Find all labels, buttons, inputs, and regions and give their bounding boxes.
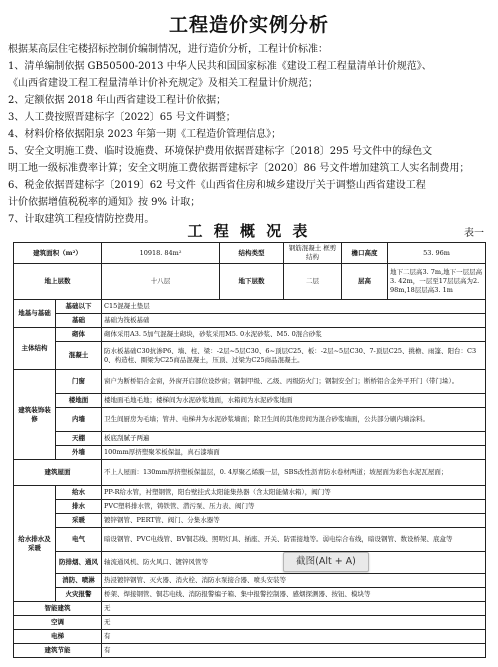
basis-item-1: 1、清单编制依据 GB50500-2013 中华人民共和国国家标准《建设工程工程量清单计价规范》、 bbox=[8, 61, 432, 72]
deco-val-4: 板底刮腻子两遍 bbox=[102, 432, 486, 446]
mep-group: 给水排水及采暖 bbox=[14, 486, 56, 602]
table-row bbox=[14, 460, 486, 486]
main-val-1: 砌体采用A3. 5加气混凝土砌块，砂浆采用M5. 0水泥砂浆、M5. 0混合砂浆 bbox=[102, 328, 486, 342]
table-row bbox=[14, 408, 486, 432]
area-label: 建筑面积（m²） bbox=[14, 243, 102, 264]
table-row bbox=[14, 616, 486, 630]
mep-val-7: 桥架、焊接钢管、铜芯电线、消防报警编子箱、集中报警控制器、感烟探测器、按钮、模块等 bbox=[102, 588, 486, 602]
table-row bbox=[14, 486, 486, 500]
mep-val-6: 热浸镀锌钢管、灭火器、消火栓、消防水泵接合器、喷头安装等 bbox=[102, 574, 486, 588]
ac-value: 无 bbox=[102, 616, 486, 630]
deco-val-5: 100mm厚挤塑聚苯板保温，真石漆墙面 bbox=[102, 446, 486, 460]
mep-sub-6: 消防、喷淋 bbox=[56, 574, 102, 588]
basis-item-5-cont: 明工地一级标准费率计算；安全文明施工费依据晋建标字〔2020〕86 号文件增加建筑工人实名制费用； bbox=[8, 163, 470, 174]
deco-sub-1: 门窗 bbox=[56, 370, 102, 394]
table-row bbox=[14, 514, 486, 528]
mep-sub-3: 采暖 bbox=[56, 514, 102, 528]
mep-sub-4: 电气 bbox=[56, 528, 102, 552]
struct-value: 钢筋混凝土 框剪结构 bbox=[284, 243, 342, 264]
main-val-2: 防水板基础C30抗渗P6、墙、柱、梁：-2层~5层C30、6~顶层C25、板：-2层~5层C30、7-顶层C25、挑檐、雨篷、阳台：C30、构造柱、圈梁为C25商品混凝土，压顶、过梁为C25商品混凝土。 bbox=[102, 342, 486, 370]
found-val-1: C15混凝土垫层 bbox=[102, 300, 486, 314]
main-group: 主体结构 bbox=[14, 328, 56, 370]
table-number: 表一 bbox=[464, 228, 484, 239]
basis-item-2: 2、定额依据 2018 年山西省建设工程计价依据； bbox=[8, 95, 227, 106]
height-label: 层高 bbox=[342, 264, 388, 300]
roof-value: 不上人屋面：130mm厚挤塑板保温层，0. 4厚聚乙烯膜一层，SBS改性沥青防水卷材两道；坡屋面为彩色水泥瓦屋面； bbox=[102, 460, 486, 486]
elevator-label: 电梯 bbox=[14, 630, 102, 644]
basis-item-1-cont: 《山西省建设工程工程量清单计价补充规定》及相关工程量计价规范； bbox=[8, 78, 318, 89]
table-row bbox=[14, 328, 486, 342]
deco-sub-3: 内墙 bbox=[56, 408, 102, 432]
deco-sub-5: 外墙 bbox=[56, 446, 102, 460]
table-row bbox=[14, 552, 486, 574]
eave-label: 檐口高度 bbox=[342, 243, 388, 264]
area-value: 10918. 84m² bbox=[102, 243, 220, 264]
energy-value: 有 bbox=[102, 644, 486, 658]
foundation-group: 地基与基础 bbox=[14, 300, 56, 328]
mep-sub-1: 给水 bbox=[56, 486, 102, 500]
table-row bbox=[14, 432, 486, 446]
table-row bbox=[14, 528, 486, 552]
found-sub-2: 基础 bbox=[56, 314, 102, 328]
table-row bbox=[14, 314, 486, 328]
mep-val-2: PVC塑料排水管，铸铁管、潜污泵、压力表、阀门等 bbox=[102, 500, 486, 514]
intro-paragraph: 根据某高层住宅楼招标控制价编制情况，进行造价分析，工程计价标准： bbox=[8, 44, 328, 55]
deco-val-1: 窗户为断桥铝合金窗，外窗开启部位设纱窗；钢制甲级、乙级、丙级防火门；钢制安全门；断桥铝合金外平开门（带门垛）。 bbox=[102, 370, 486, 394]
deco-group: 建筑装饰装修 bbox=[14, 370, 56, 460]
page-title: 工程造价实例分析 bbox=[168, 14, 329, 36]
table-row bbox=[14, 394, 486, 408]
mep-val-5: 轴流通风机、防火风口、镀锌风管等 bbox=[102, 552, 486, 574]
basis-item-6: 6、税金依据晋建标字〔2019〕62 号文件《山西省住房和城乡建设厅关于调整山西省建设工程 bbox=[8, 180, 426, 191]
mep-sub-7: 火灾报警 bbox=[56, 588, 102, 602]
smart-value: 无 bbox=[102, 602, 486, 616]
table-row bbox=[14, 644, 486, 658]
table-row bbox=[14, 630, 486, 644]
main-sub-2: 混凝土 bbox=[56, 342, 102, 370]
floors-label: 地上层数 bbox=[14, 264, 102, 300]
basis-item-5: 5、安全文明施工费、临时设施费、环境保护费用依据晋建标字〔2018〕295 号文件中的绿色文 bbox=[8, 146, 433, 157]
table-row bbox=[14, 588, 486, 602]
mep-sub-5: 防排烟、通风 bbox=[56, 552, 102, 574]
under-value: 二层 bbox=[284, 264, 342, 300]
basis-item-7: 7、计取建筑工程疫情防控费用。 bbox=[8, 214, 155, 225]
mep-val-3: 镀锌钢管、PERT管、阀门、分集水器等 bbox=[102, 514, 486, 528]
smart-label: 智能建筑 bbox=[14, 602, 102, 616]
energy-label: 建筑节能 bbox=[14, 644, 102, 658]
mep-val-4: 暗设钢管、PVC电线管、BV铜芯线、照明灯具、插座、开关、防雷接地等。弱电综合布线，暗设钢管、数设桥架、底盒等 bbox=[102, 528, 486, 552]
deco-sub-2: 楼地面 bbox=[56, 394, 102, 408]
found-sub-1: 基础以下 bbox=[56, 300, 102, 314]
table-row bbox=[14, 300, 486, 314]
found-val-2: 基础为筏板基础 bbox=[102, 314, 486, 328]
deco-val-2: 楼地面毛地毛地；楼梯间为水泥砂浆地面，水箱间为水泥砂浆地面 bbox=[102, 394, 486, 408]
table-row bbox=[14, 602, 486, 616]
basis-item-3: 3、人工费按照晋建标字〔2022〕65 号文件调整； bbox=[8, 112, 236, 123]
overview-table bbox=[13, 242, 486, 658]
table-row bbox=[14, 446, 486, 460]
struct-label: 结构类型 bbox=[220, 243, 284, 264]
table-row bbox=[14, 264, 486, 300]
under-label: 地下层数 bbox=[220, 264, 284, 300]
ac-label: 空调 bbox=[14, 616, 102, 630]
mep-sub-2: 排水 bbox=[56, 500, 102, 514]
screenshot-tooltip: 截图(Alt + A) bbox=[283, 552, 369, 572]
mep-val-1: PP-R给水管，衬塑钢管，阳台壁挂式太阳能集热器（含太阳能储水箱），阀门等 bbox=[102, 486, 486, 500]
table-row bbox=[14, 500, 486, 514]
deco-val-3: 卫生间厨房为毛墙；管井、电梯井为水泥砂浆墙面；除卫生间的其他房间为混合砂浆墙面，公共部分刷内墙涂料。 bbox=[102, 408, 486, 432]
table-row bbox=[14, 574, 486, 588]
main-sub-1: 砌体 bbox=[56, 328, 102, 342]
deco-sub-4: 天棚 bbox=[56, 432, 102, 446]
table-row bbox=[14, 243, 486, 264]
elevator-value: 有 bbox=[102, 630, 486, 644]
height-value: 地下二层高3. 7m,地下一层层高3. 42m，一层至17层层高为2. 98m,18层层高3. 1m bbox=[388, 264, 486, 300]
table-row bbox=[14, 370, 486, 394]
roof-label: 建筑屋面 bbox=[14, 460, 102, 486]
basis-item-6-cont: 计价依据增值税税率的通知》按 9% 计取； bbox=[8, 197, 201, 208]
table-row bbox=[14, 342, 486, 370]
eave-value: 53. 96m bbox=[388, 243, 486, 264]
basis-item-4: 4、材料价格依据阳泉 2023 年第一期《工程造价管理信息》； bbox=[8, 129, 282, 140]
table-title: 工 程 概 况 表 bbox=[187, 222, 311, 240]
floors-value: 十八层 bbox=[102, 264, 220, 300]
